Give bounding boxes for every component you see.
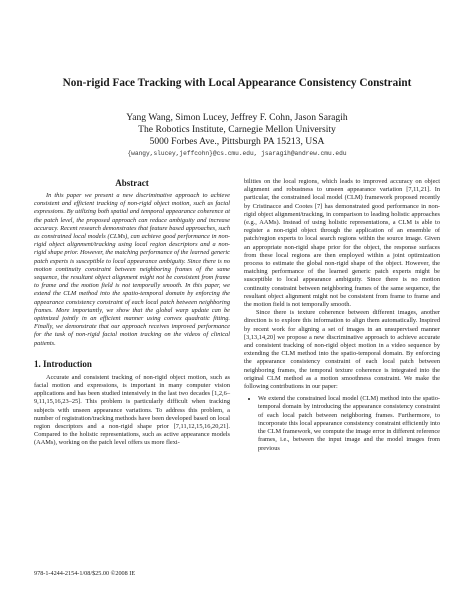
contribution-list: [244, 395, 440, 452]
author-names: Yang Wang, Simon Lucey, Jeffrey F. Cohn, Jason Saragih: [126, 112, 348, 123]
introduction-heading: 1. Introduction: [34, 358, 92, 369]
left-column: [34, 178, 230, 448]
contribution-item: • We extend the constrained local model (CLM) method into the spatio-temporal domain by introducing the appearance consistency constraint of each local patch between neighboring frames. Furthermore, to incorporate this local appearance consistency constraint efficiently into the CLM framework, we compute the image error in different reference frames, i.e., between the input image and the model images from previous: [258, 395, 440, 452]
abstract-text: In this paper we present a new discriminative approach to achieve consistent and efficient tracking of non-rigid object motion, such as facial expressions. By utilizing both spatial and temporal appearance coherence at the patch level, the proposed approach can reduce ambiguity and increase accuracy. Recent research demonstrates that feature based approaches, such as constrained local models (CLMs), can achieve good performance in non-rigid object alignment/tracking using local region descriptors and a non-rigid shape prior. However, the matching performance of the learned generic patch experts is susceptible to local appearance ambiguity. Since there is no motion continuity constraint between neighboring frames of the same sequence, the resultant object alignment might not be consistent from frame to frame and the motion field is not temporally smooth. In this paper, we extend the CLM method into the spatio-temporal domain by enforcing the appearance consistency constraint of each local patch between neighboring frames. More importantly, we show that the global warp update can be optimized jointly in an efficient manner using convex quadratic fitting. Finally, we demonstrate that our approach receives improved performance for the task of non-rigid facial motion tracking on the videos of clinical patients.: [34, 192, 230, 347]
right-paragraph-1: bilities on the local regions, which leads to improved accuracy on object alignment and robustness to unseen appearance variation [7,11,21]. In particular, the constrained local model (CLM) framework proposed recently by Cristinacce and Cootes [7] has demonstrated good performance in non-rigid object alignment/tracking, in comparison to leading holistic approaches (e.g., AAMs). Instead of using holistic representations, a CLM is able to register a non-rigid object through the application of an ensemble of patch/region experts to local search regions within the source image. Given an appropriate non-rigid shape prior for the object, the response surfaces from these local regions are then employed within a joint optimization process to estimate the global non-rigid shape of the object. However, the matching performance of the learned generic patch experts might be susceptible to local appearance ambiguity. Since there is no motion continuity constraint between neighboring frames of the same sequence, the resultant object alignment might not be consistent from frame to frame and the motion field is not temporally smooth.: [244, 178, 440, 309]
author-block: [20, 112, 454, 148]
author-emails: {wangy,slucey,jeffcohn}@cs.cmu.edu, jsaragih@andrew.cmu.edu: [127, 150, 347, 157]
right-paragraph-2: Since there is texture coherence between different images, another direction is to explore this information to align them automatically. Inspired by recent work for aligning a set of images in an unsupervised manner [3,13,14,20] we propose a new discriminative approach to achieve accurate and consistent tracking of non-rigid object motion in a video sequence by extending the CLM method into the spatio-temporal domain. By enforcing the appearance consistency constraint of each local patch between neighboring frames, the temporal texture coherence is integrated into the original CLM method as a motion smoothness constraint. We make the following contributions in our paper:: [244, 309, 440, 391]
abstract-heading: Abstract: [115, 178, 149, 188]
paper-title: Non-rigid Face Tracking with Local Appearance Consistency Constraint: [62, 77, 412, 89]
copyright-footer: 978-1-4244-2154-1/08/$25.00 ©2008 IE: [34, 570, 136, 577]
introduction-paragraph: Accurate and consistent tracking of non-rigid object motion, such as facial motion and expressions, is important in many computer vision applications and has been studied intensively in the last two decades [1,2,6–9,11,15,16,23–25]. This problem is particularly difficult when tracking subjects with unseen appearance variations. To address this problem, a number of registration/tracking methods have been developed based on local region descriptors and a non-rigid shape prior [7,11,12,15,16,20,21]. Compared to the holistic representations, such as active appearance models (AAMs), working on the patch level offers us more flexi-: [34, 373, 230, 447]
address: 5000 Forbes Ave., Pittsburgh PA 15213, USA: [149, 136, 325, 147]
right-column: [244, 178, 440, 453]
affiliation: The Robotics Institute, Carnegie Mellon University: [138, 124, 336, 135]
